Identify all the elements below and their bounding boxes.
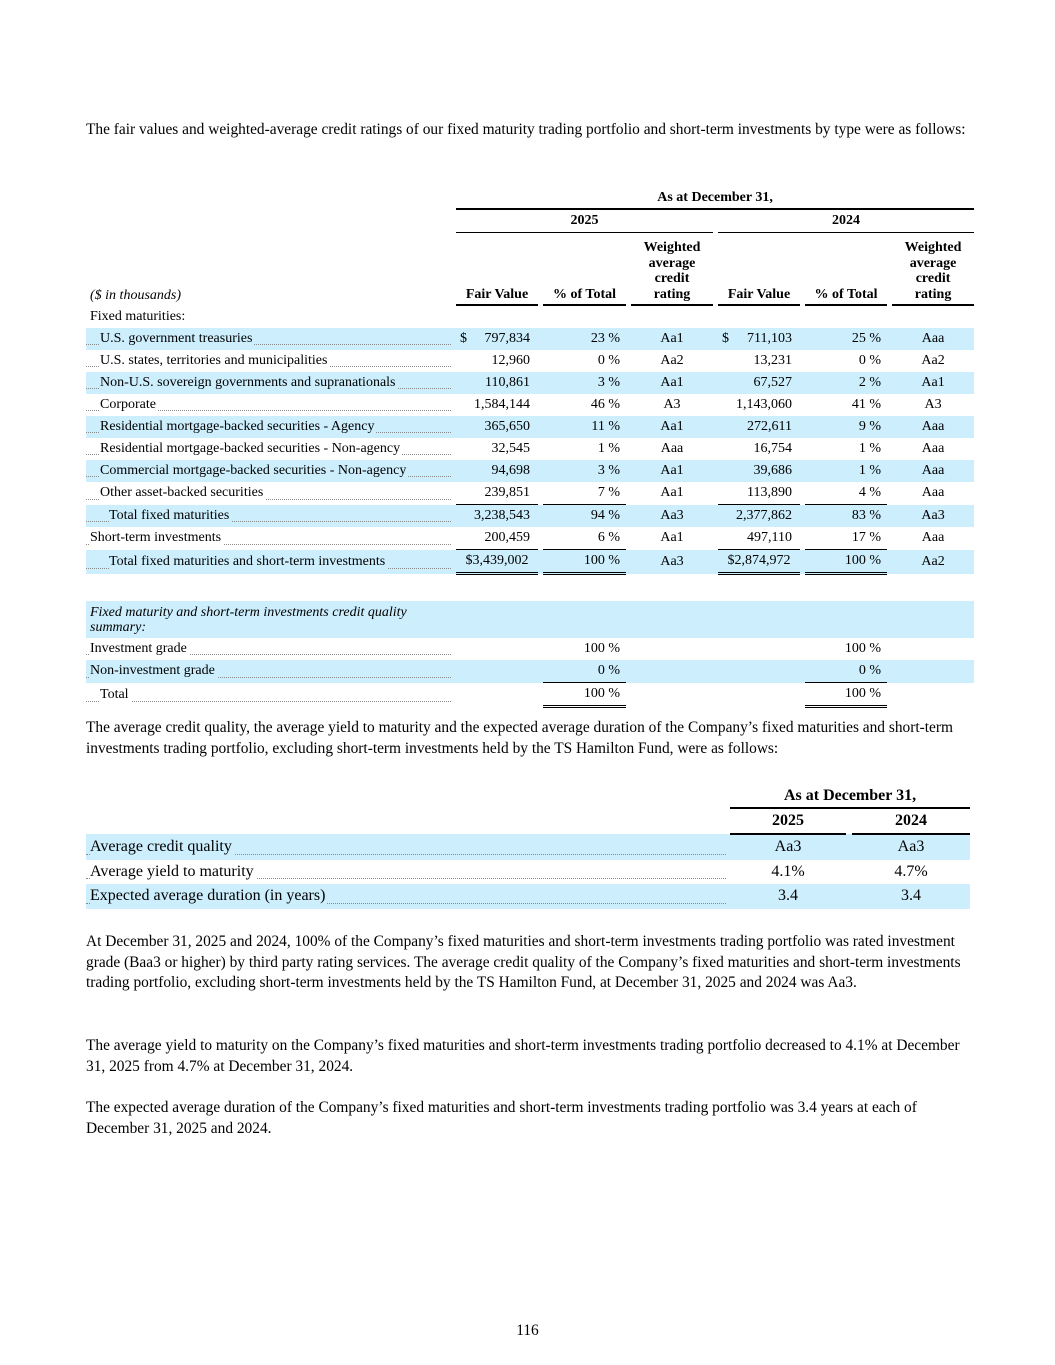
summary-pct-2024: 0 % (805, 660, 887, 683)
total-fixed-label: Total fixed maturities (109, 507, 230, 523)
intro-paragraph: The fair values and weighted-average credit ratings of our fixed maturity trading portfolio and short-term investments by type were as follows: (86, 121, 966, 138)
fair-value-2024: 113,890 (747, 485, 792, 500)
rating-2025: Aa2 (660, 353, 684, 368)
pct-total-2025: 11 % (543, 416, 626, 438)
unit-label: ($ in thousands) (90, 287, 181, 303)
table-row (86, 482, 974, 505)
total-fixed-pct-2024: 83 % (805, 505, 887, 528)
table-row (86, 328, 974, 350)
pct-total-2024: 1 % (805, 460, 887, 482)
summary-pct-2024: 100 % (805, 683, 887, 707)
value-2025: 3.4 (730, 884, 846, 909)
summary-pct-2025: 100 % (583, 641, 620, 656)
pct-total-2025: 7 % (543, 482, 626, 505)
pct-total-2024: 1 % (858, 441, 881, 456)
fair-value-2024: 272,611 (747, 419, 792, 434)
rating-2025: Aa1 (660, 485, 684, 501)
grand-total-label: Total fixed maturities and short-term investments (109, 553, 386, 569)
rating-2024: Aa2 (921, 353, 945, 368)
value-2024: 4.7% (894, 862, 928, 880)
short-term-row (86, 527, 974, 550)
fair-value-2025: 797,834 (484, 331, 530, 346)
summary-heading-row (86, 601, 974, 638)
fair-value-2024: 67,527 (753, 375, 792, 390)
as-at-header: As at December 31, (456, 188, 974, 209)
pct-total-2025: 46 % (590, 397, 620, 412)
rating-header-2024: Weighted average credit rating (892, 233, 974, 306)
yield-paragraph: The average yield to maturity on the Company’s fixed maturities and short-term investments trading portfolio decreased to 4.1% at December 31, 2025 from 4.7% at December 31, 2024. (86, 1037, 960, 1075)
row-label: Average credit quality (90, 837, 232, 855)
header-year-row (86, 209, 974, 233)
rating-2024: Aaa (892, 328, 974, 350)
fair-value-2025: 110,861 (485, 375, 530, 390)
investment-grade-paragraph: At December 31, 2025 and 2024, 100% of the Company’s fixed maturities and short-term investments trading portfolio was rated investment grade (Baa3 or higher) by third party rating services. The average credit quality of the Company’s fixed maturities and short-term investments trading portfolio, excluding short-term investments held by the TS Hamilton Fund, at December 31, 2025 and 2024 was Aa3. (86, 933, 961, 992)
short-term-fv-2025: 200,459 (484, 530, 530, 545)
rating-2025: Aa1 (631, 460, 713, 482)
total-fixed-rating-2025: Aa3 (631, 505, 713, 528)
value-2025: Aa3 (730, 834, 846, 860)
fair-value-2024: 16,754 (753, 441, 792, 456)
currency-symbol: $ (460, 331, 467, 346)
value-2024: 3.4 (852, 884, 970, 909)
credit-quality-paragraph: The average credit quality, the average yield to maturity and the expected average duration of the Company’s fixed maturities and short-term investments trading portfolio, excluding short-term investments held by the TS Hamilton Fund, were as follows: (86, 719, 953, 757)
page-number: 116 (516, 1322, 539, 1339)
pct-total-2024: 0 % (858, 353, 881, 368)
pct-total-2025: 1 % (597, 441, 620, 456)
fair-value-2025: 94,698 (491, 463, 530, 478)
grand-total-rating-2025: Aa3 (631, 550, 713, 574)
fair-value-2024: 1,143,060 (736, 397, 792, 412)
fair-value-2025: 239,851 (484, 485, 530, 500)
rating-2024: Aaa (892, 416, 974, 438)
short-term-label: Short-term investments (90, 530, 222, 546)
summary-heading: Fixed maturity and short-term investments credit quality summary: (86, 601, 451, 638)
table-row (86, 460, 974, 482)
row-label: Residential mortgage-backed securities - Non-agency (100, 441, 401, 456)
t2-year-2025-header: 2025 (730, 808, 846, 834)
grand-total-fv-2024: $2,874,972 (718, 550, 800, 574)
row-label: Commercial mortgage-backed securities - Non-agency (100, 463, 407, 478)
column-header-row (86, 233, 974, 306)
t2-year-row (86, 808, 970, 834)
pct-total-2025: 0 % (597, 353, 620, 368)
total-fixed-pct-2025: 94 % (543, 505, 626, 528)
row-label: Expected average duration (in years) (90, 887, 326, 905)
total-fixed-fv-2025: 3,238,543 (456, 505, 538, 528)
grand-total-pct-2025: 100 % (543, 550, 626, 574)
row-label: U.S. states, territories and municipalities (100, 353, 328, 368)
fair-value-2024: 711,103 (747, 331, 792, 346)
summary-pct-2025: 100 % (543, 683, 626, 707)
fixed-maturity-table (86, 188, 974, 708)
short-term-pct-2024: 17 % (851, 530, 881, 545)
rating-2025: Aaa (660, 441, 684, 456)
summary-row (86, 660, 974, 683)
summary-label: Non-investment grade (90, 663, 215, 679)
row-label: Other asset-backed securities (100, 485, 264, 501)
pct-total-header-2025: % of Total (543, 233, 626, 306)
summary-total-row (86, 683, 974, 707)
pct-total-2024: 25 % (805, 328, 887, 350)
fair-value-header-2024: Fair Value (718, 233, 800, 306)
table-row (86, 394, 974, 416)
short-term-rating-2024: Aaa (921, 530, 945, 546)
total-fixed-fv-2024: 2,377,862 (718, 505, 800, 528)
fair-value-2025: 1,584,144 (474, 397, 530, 412)
pct-total-2025: 3 % (543, 460, 626, 482)
pct-total-header-2024: % of Total (805, 233, 887, 306)
row-label: Non-U.S. sovereign governments and supranationals (100, 375, 396, 390)
row-label: Corporate (100, 397, 156, 412)
summary-label: Total (100, 686, 129, 702)
short-term-rating-2025: Aa1 (660, 530, 684, 546)
credit-quality-table (86, 785, 970, 909)
table-row (86, 416, 974, 438)
rating-2024: Aaa (892, 460, 974, 482)
pct-total-2024: 4 % (805, 482, 887, 505)
currency-symbol: $ (722, 331, 729, 346)
rating-2025: Aa1 (631, 328, 713, 350)
rating-2025: A3 (663, 397, 681, 412)
row-label: Average yield to maturity (90, 862, 254, 880)
t2-year-2024-header: 2024 (852, 808, 970, 834)
rating-2024: Aa1 (892, 372, 974, 394)
fair-value-2025: 32,545 (491, 441, 530, 456)
fair-value-2024: 13,231 (753, 353, 792, 368)
table-row (86, 438, 974, 460)
rating-2025: Aa1 (631, 416, 713, 438)
fair-value-2024: 39,686 (753, 463, 792, 478)
pct-total-2024: 2 % (805, 372, 887, 394)
rating-2024: A3 (924, 397, 942, 412)
grand-total-rating-2024: Aa2 (892, 550, 974, 574)
grand-total-fv-2025: $3,439,002 (456, 550, 538, 574)
grand-total-row (86, 550, 974, 574)
summary-pct-2025: 0 % (543, 660, 626, 683)
summary-row (86, 638, 974, 660)
grand-total-pct-2024: 100 % (805, 550, 887, 574)
header-as-at-row (86, 188, 974, 209)
section-label: Fixed maturities: (90, 308, 186, 324)
pct-total-2025: 23 % (543, 328, 626, 350)
rating-2024: Aaa (921, 485, 945, 501)
spacer-row (86, 574, 974, 602)
t2-as-at-header: As at December 31, (730, 785, 970, 808)
pct-total-2024: 9 % (805, 416, 887, 438)
table-row (86, 350, 974, 372)
table-row (86, 860, 970, 885)
short-term-fv-2024: 497,110 (747, 530, 792, 545)
row-label: Residential mortgage-backed securities - Agency (100, 419, 375, 434)
fair-value-header-2025: Fair Value (456, 233, 538, 306)
total-fixed-rating-2024: Aa3 (892, 505, 974, 528)
rating-header-2025: Weighted average credit rating (631, 233, 713, 306)
table-row (86, 834, 970, 860)
value-2025: 4.1% (771, 862, 805, 880)
value-2024: Aa3 (852, 834, 970, 860)
summary-label: Investment grade (90, 641, 187, 656)
short-term-pct-2025: 6 % (597, 530, 620, 545)
table-row (86, 372, 974, 394)
total-fixed-row (86, 505, 974, 528)
row-label: U.S. government treasuries (100, 331, 253, 346)
rating-2024: Aaa (921, 441, 945, 456)
year-2025-header: 2025 (456, 209, 713, 233)
pct-total-2024: 41 % (851, 397, 881, 412)
fair-value-2025: 12,960 (491, 353, 530, 368)
year-2024-header: 2024 (718, 209, 974, 233)
t2-as-at-row (86, 785, 970, 808)
summary-pct-2024: 100 % (844, 641, 881, 656)
rating-2025: Aa1 (631, 372, 713, 394)
table-row (86, 884, 970, 909)
duration-paragraph: The expected average duration of the Company’s fixed maturities and short-term investments trading portfolio was 3.4 years at each of December 31, 2025 and 2024. (86, 1099, 917, 1137)
pct-total-2025: 3 % (543, 372, 626, 394)
fair-value-2025: 365,650 (484, 419, 530, 434)
section-label-row (86, 305, 974, 328)
